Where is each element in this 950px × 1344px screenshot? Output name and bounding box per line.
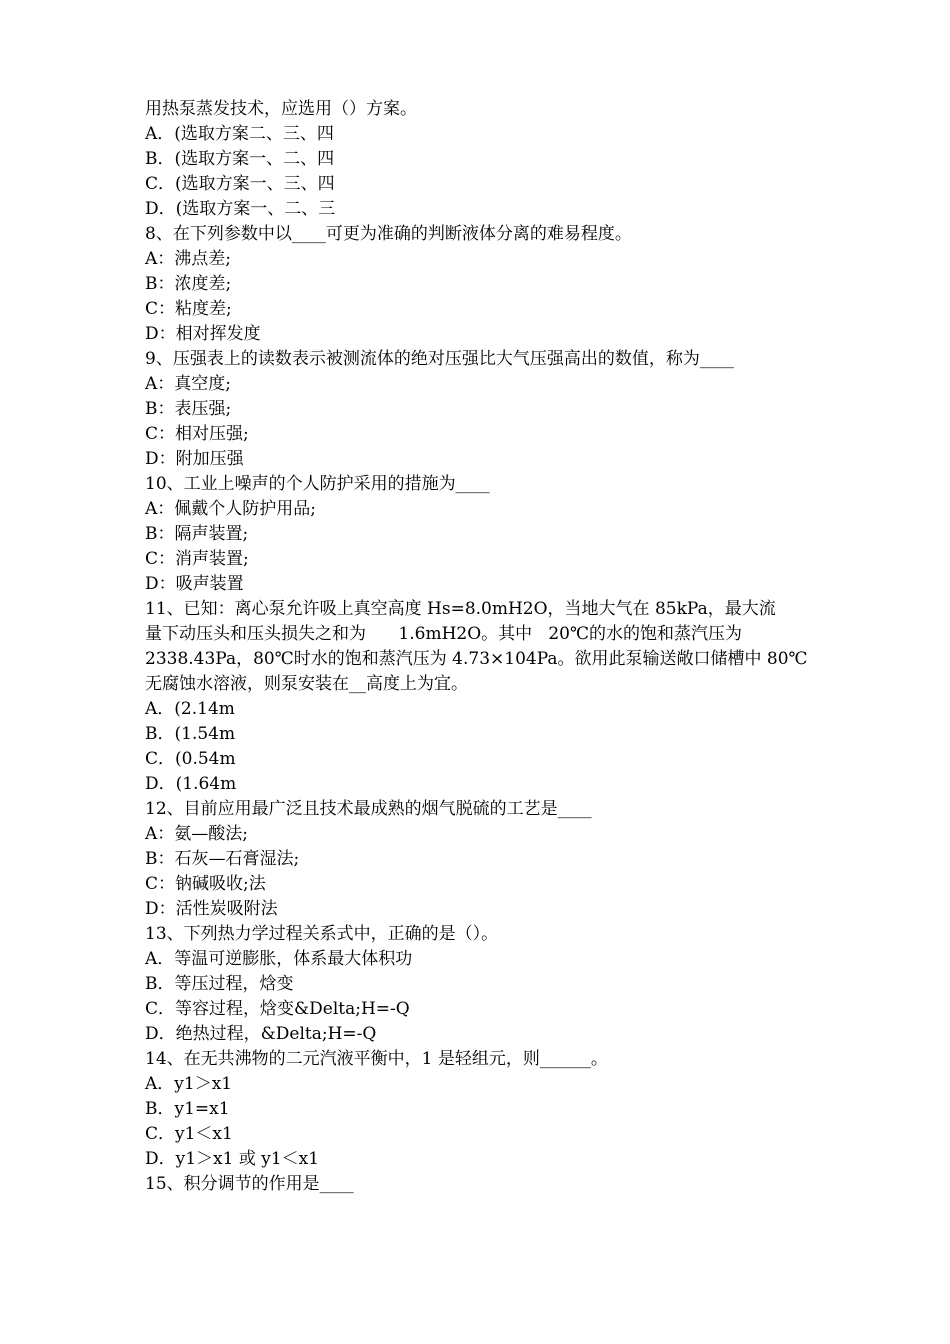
question-12-option-c: C：钠碱吸收;法 <box>145 874 266 894</box>
question-8-option-a: A：沸点差; <box>145 249 232 269</box>
question-11-stem-line-1: 11、已知：离心泵允许吸上真空高度 Hs=8.0mH2O，当地大气在 85kPa，最大流 <box>145 599 776 619</box>
question-15-stem: 15、积分调节的作用是____ <box>145 1174 354 1194</box>
question-13-option-d: D．绝热过程，&Delta;H=-Q <box>145 1024 377 1044</box>
question-8-option-b: B：浓度差; <box>145 274 232 294</box>
question-12-option-d: D：活性炭吸附法 <box>145 899 278 919</box>
question-11-stem-line-4: 无腐蚀水溶液，则泵安装在__高度上为宜。 <box>145 674 468 694</box>
question-9-option-c: C：相对压强; <box>145 424 249 444</box>
question-14-option-c: C．y1＜x1 <box>145 1124 233 1144</box>
question-13-option-c: C．等容过程，焓变&Delta;H=-Q <box>145 999 410 1019</box>
question-14-option-d: D．y1＞x1 或 y1＜x1 <box>145 1149 320 1169</box>
question-9-option-d: D：附加压强 <box>145 449 244 469</box>
question-9-option-a: A：真空度; <box>145 374 232 394</box>
question-7-option-c: C．(选取方案一、三、四 <box>145 174 335 194</box>
question-8-option-d: D：相对挥发度 <box>145 324 261 344</box>
question-14-option-b: B．y1=x1 <box>145 1099 230 1119</box>
question-8-option-c: C：粘度差; <box>145 299 232 319</box>
question-10-option-c: C：消声装置; <box>145 549 249 569</box>
question-7-option-d: D．(选取方案一、二、三 <box>145 199 336 219</box>
question-10-stem: 10、工业上噪声的个人防护采用的措施为____ <box>145 474 490 494</box>
question-12-option-a: A：氨—酸法; <box>145 824 249 844</box>
question-12-option-b: B：石灰—石膏湿法; <box>145 849 300 869</box>
question-10-option-d: D：吸声装置 <box>145 574 244 594</box>
document-text <box>145 97 835 1197</box>
question-11-option-d: D．(1.64m <box>145 774 237 794</box>
question-9-option-b: B：表压强; <box>145 399 232 419</box>
question-13-option-a: A．等温可逆膨胀，体系最大体积功 <box>145 949 413 969</box>
question-12-stem: 12、目前应用最广泛且技术最成熟的烟气脱硫的工艺是____ <box>145 799 592 819</box>
question-7-option-b: B．(选取方案一、二、四 <box>145 149 335 169</box>
question-8-stem: 8、在下列参数中以____可更为准确的判断液体分离的难易程度。 <box>145 224 632 244</box>
question-11-option-c: C．(0.54m <box>145 749 236 769</box>
question-7-stem: 用热泵蒸发技术，应选用（）方案。 <box>145 99 417 119</box>
question-14-stem: 14、在无共沸物的二元汽液平衡中，1 是轻组元，则______。 <box>145 1049 608 1069</box>
question-14-option-a: A．y1＞x1 <box>145 1074 233 1094</box>
question-10-option-a: A：佩戴个人防护用品; <box>145 499 317 519</box>
question-7-option-a: A．(选取方案二、三、四 <box>145 124 334 144</box>
question-11-option-b: B．(1.54m <box>145 724 236 744</box>
question-11-stem-line-2: 量下动压头和压头损失之和为 1.6mH2O。其中 20℃的水的饱和蒸汽压为 <box>145 624 743 644</box>
question-11-stem-line-3: 2338.43Pa，80℃时水的饱和蒸汽压为 4.73×104Pa。欲用此泵输送敞口储槽中 80℃ <box>145 649 808 669</box>
question-11-option-a: A．(2.14m <box>145 699 235 719</box>
question-10-option-b: B：隔声装置; <box>145 524 249 544</box>
question-13-option-b: B．等压过程，焓变 <box>145 974 294 994</box>
question-13-stem: 13、下列热力学过程关系式中，正确的是（）。 <box>145 924 499 944</box>
question-9-stem: 9、压强表上的读数表示被测流体的绝对压强比大气压强高出的数值，称为____ <box>145 349 734 369</box>
